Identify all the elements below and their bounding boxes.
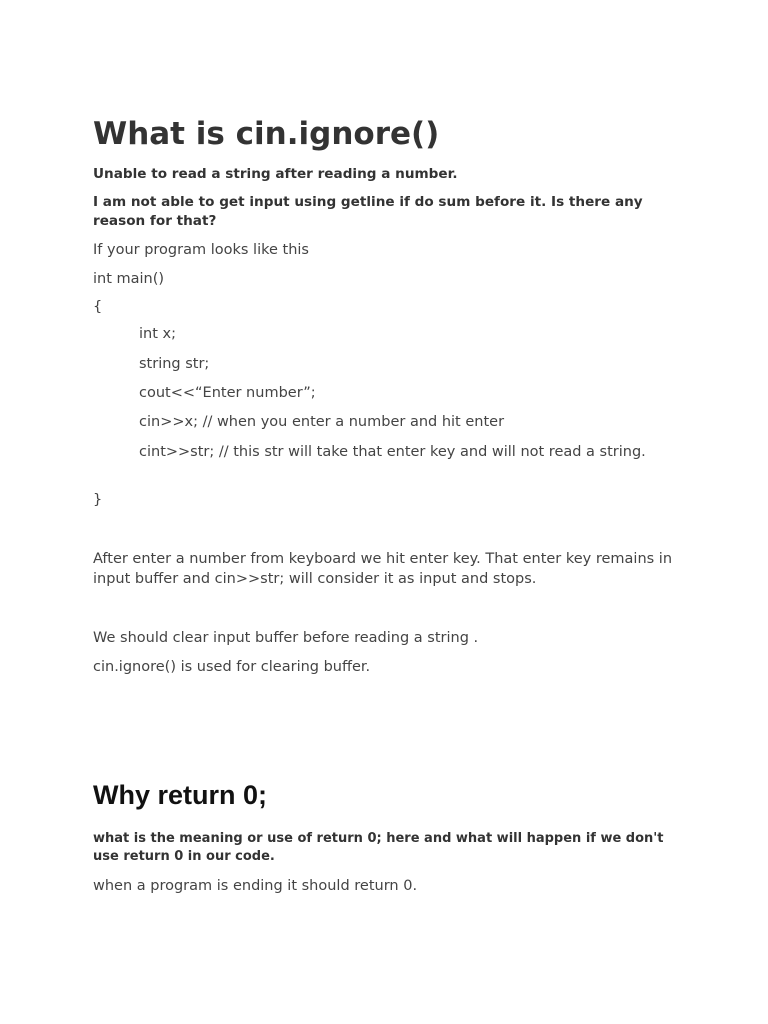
code-line-int-x: int x; (139, 326, 176, 342)
code-line-cint-str: cint>>str; // this str will take that enter key and will not read a string. (139, 444, 646, 460)
heading-cin-ignore: What is cin.ignore() (93, 116, 440, 152)
intro-text: If your program looks like this (93, 242, 309, 258)
code-line-cin-x: cin>>x; // when you enter a number and hit enter (139, 414, 505, 430)
heading-why-return-0: Why return 0; (93, 780, 268, 810)
explanation-text: After enter a number from keyboard we hit enter key. That enter key remains in input buffer and cin>>str; will consider it as input and stops. (93, 551, 673, 587)
advice-text: We should clear input buffer before reading a string . (93, 630, 479, 646)
code-line-string-str: string str; (139, 356, 210, 372)
question-title: Unable to read a string after reading a number. (93, 166, 458, 182)
usage-text: cin.ignore() is used for clearing buffer. (93, 659, 371, 675)
question-body: I am not able to get input using getline if do sum before it. Is there any reason for that? (93, 194, 643, 229)
code-line-close-brace: } (93, 492, 103, 508)
question-return-0: what is the meaning or use of return 0; here and what will happen if we don't use return 0 in our code. (93, 831, 664, 864)
answer-return-0: when a program is ending it should return 0. (93, 878, 418, 894)
code-line-cout: cout<<“Enter number”; (139, 385, 316, 401)
code-line-open-brace: { (93, 299, 103, 315)
code-line-main: int main() (93, 271, 165, 287)
